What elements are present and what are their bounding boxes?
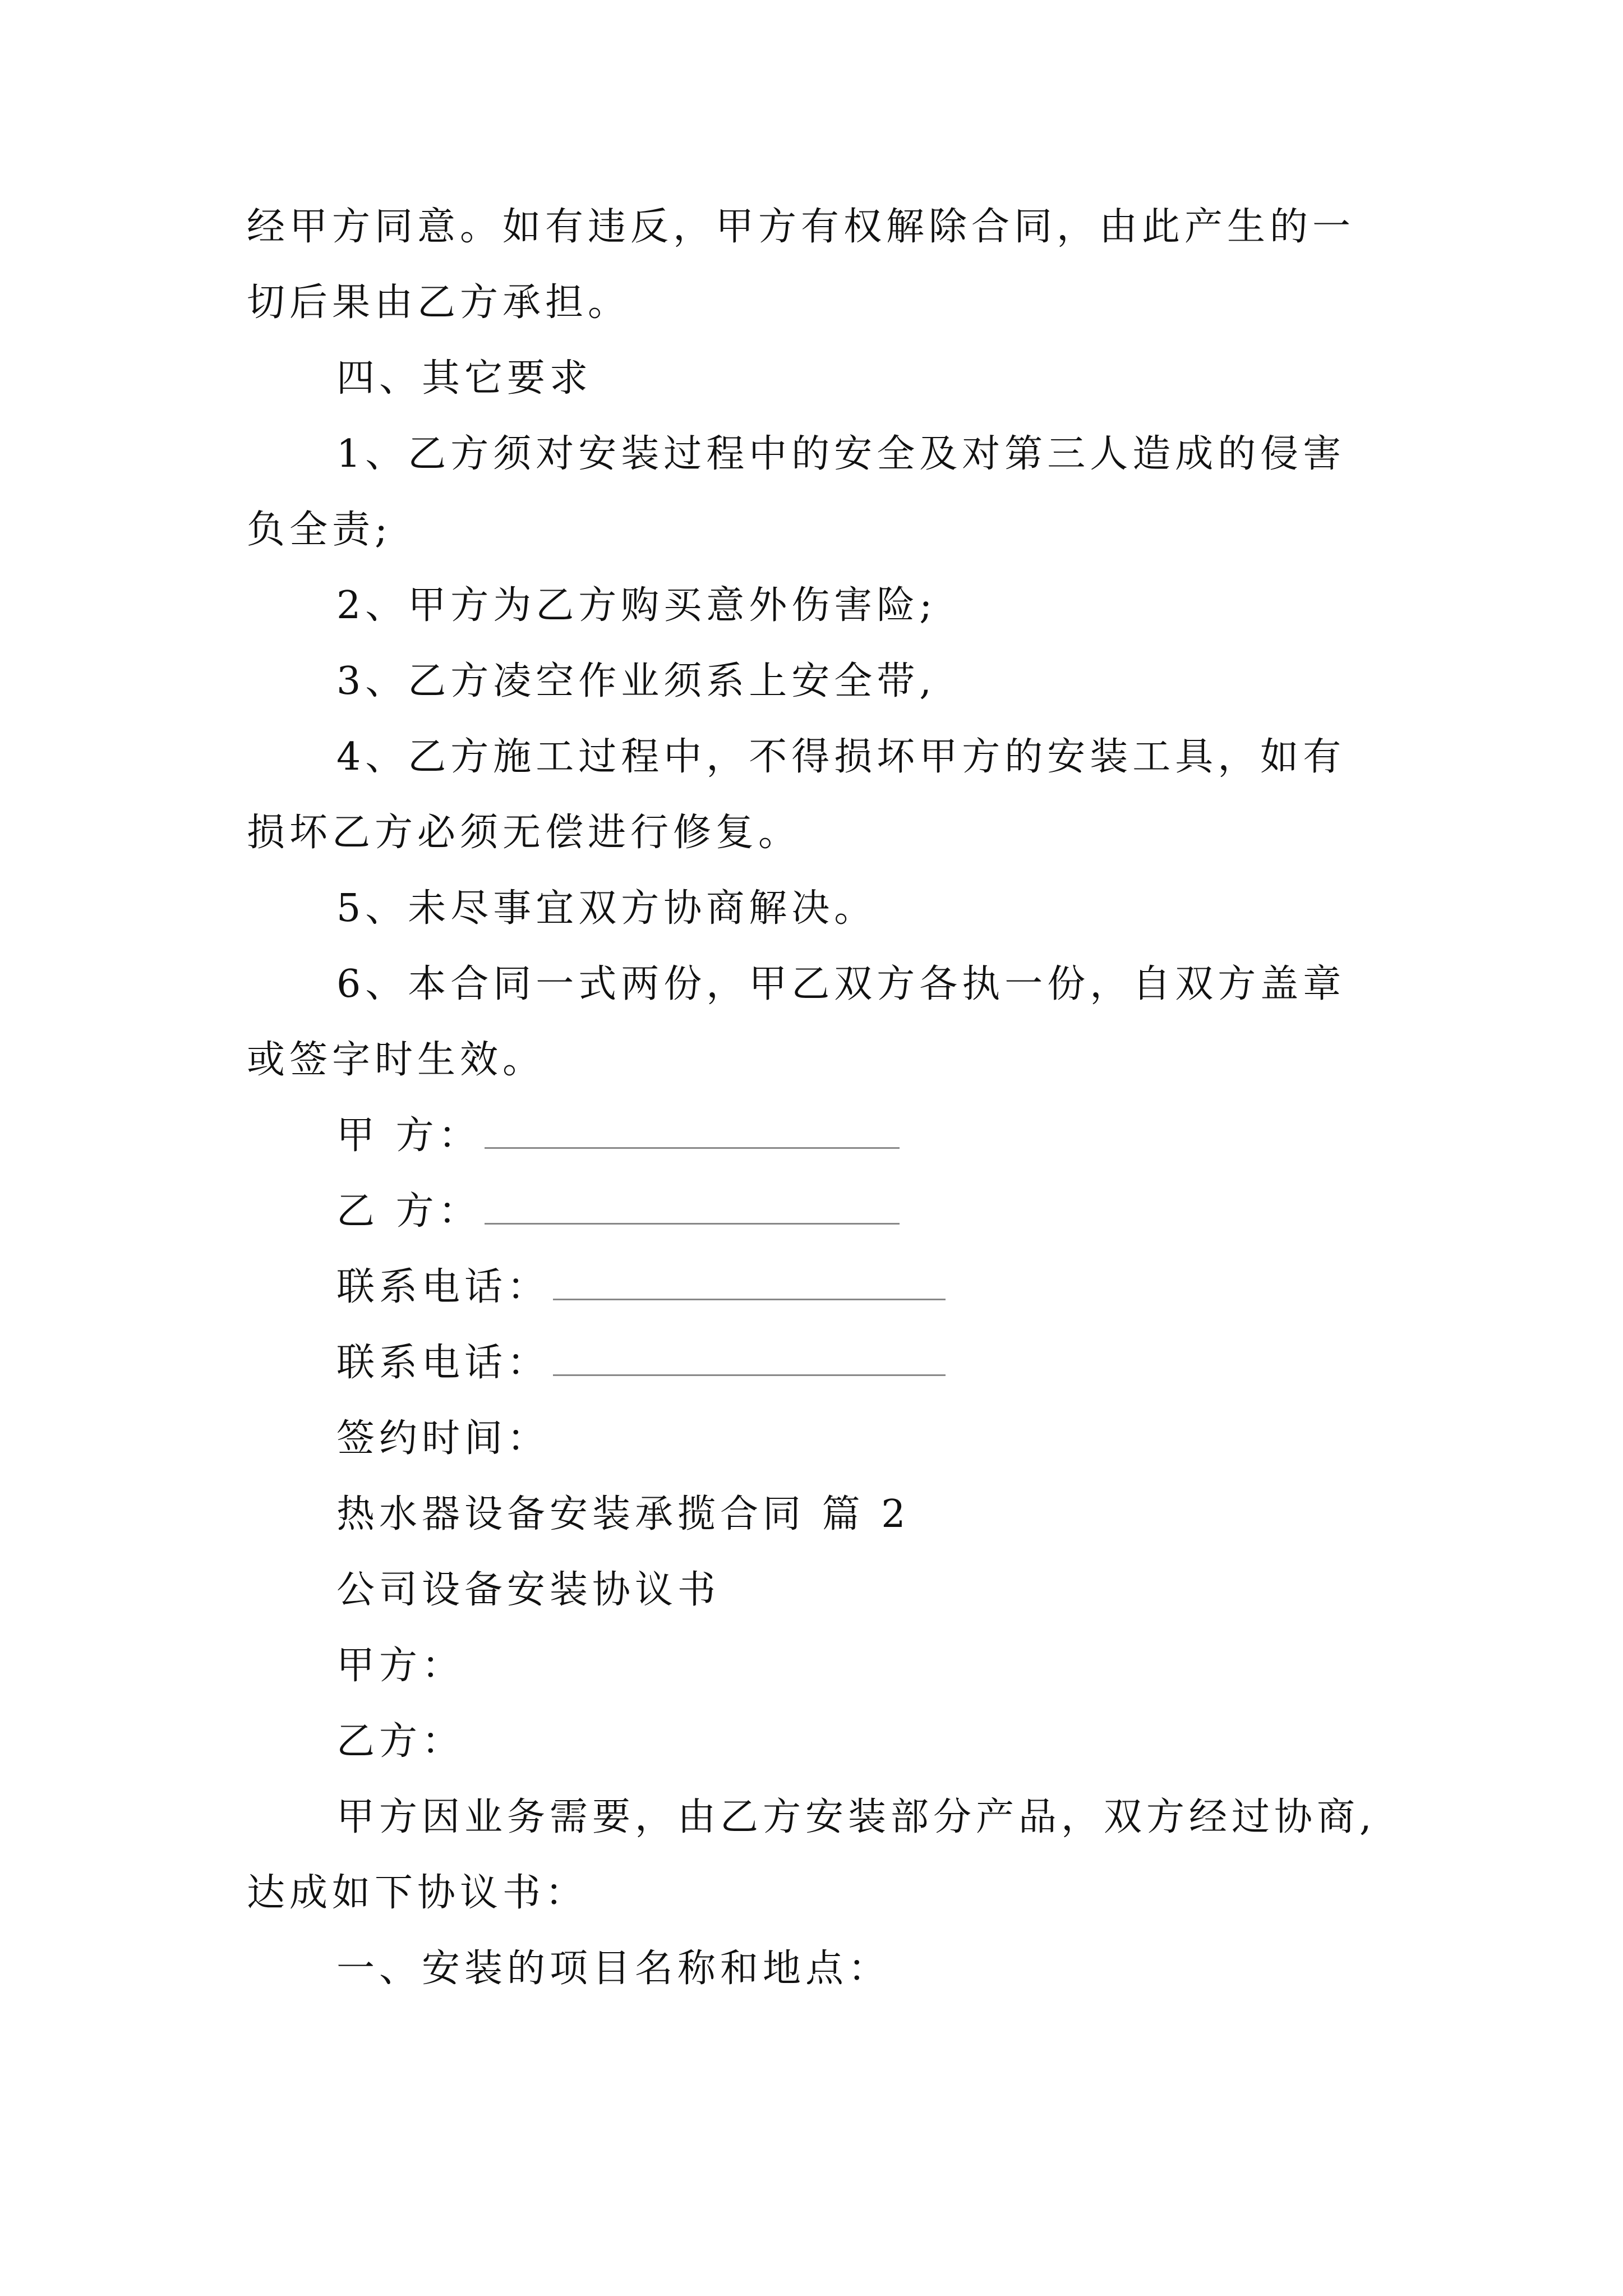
section-heading: 四、其它要求	[336, 356, 593, 401]
paragraph-line: 或签字时生效。	[247, 1038, 546, 1082]
party-a-blank	[485, 1108, 900, 1149]
party-b-line: 乙方：	[336, 1719, 465, 1764]
sign-date-label: 签约时间：	[336, 1416, 550, 1461]
list-item: 5、未尽事宜双方协商解决。	[336, 886, 877, 931]
party-b-label: 乙 方：	[336, 1189, 481, 1234]
paragraph-line: 经甲方同意。如有违反，甲方有权解除合同，由此产生的一	[247, 205, 1355, 249]
intro-line-continued: 达成如下协议书：	[247, 1871, 588, 1915]
list-item: 1、乙方须对安装过程中的安全及对第三人造成的侵害	[336, 432, 1346, 476]
phone-1-blank	[553, 1259, 946, 1300]
party-b-blank	[485, 1184, 900, 1225]
list-item: 3、乙方凌空作业须系上安全带,	[336, 659, 936, 703]
party-b-signature-row	[336, 1184, 900, 1240]
item-heading: 一、安装的项目名称和地点：	[336, 1947, 891, 1991]
list-item: 2、甲方为乙方购买意外伤害险;	[336, 583, 937, 628]
list-item: 4、乙方施工过程中，不得损坏甲方的安装工具，如有	[336, 735, 1346, 779]
list-item: 6、本合同一式两份，甲乙双方各执一份，自双方盖章	[336, 962, 1346, 1006]
phone-1-row	[336, 1259, 946, 1315]
phone-1-label: 联系电话：	[336, 1265, 550, 1309]
party-a-signature-row	[336, 1108, 900, 1164]
phone-2-blank	[553, 1335, 946, 1376]
party-a-line: 甲方：	[336, 1644, 465, 1688]
phone-2-row	[336, 1335, 946, 1391]
paragraph-line: 负全责;	[247, 508, 392, 552]
intro-line: 甲方因业务需要，由乙方安装部分产品，双方经过协商,	[336, 1795, 1376, 1839]
section-2-heading: 热水器设备安装承揽合同 篇 2	[336, 1492, 910, 1536]
party-a-label: 甲 方：	[336, 1114, 481, 1158]
paragraph-line: 切后果由乙方承担。	[247, 280, 631, 325]
paragraph-line: 损坏乙方必须无偿进行修复。	[247, 811, 801, 855]
agreement-title: 公司设备安装协议书	[336, 1568, 721, 1612]
phone-2-label: 联系电话：	[336, 1341, 550, 1385]
